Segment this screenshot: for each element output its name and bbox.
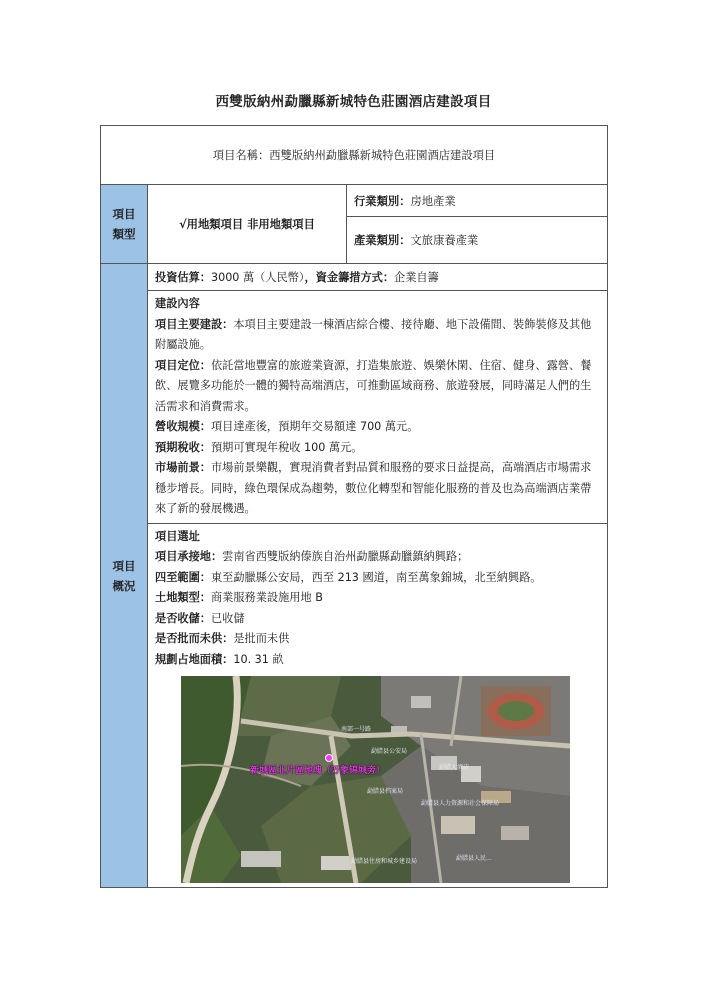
main-construction-text: 本項目主要建設一棟酒店綜合樓、接待廳、地下設備間、裝飾裝修及其他附屬設施。 [155,317,592,351]
storage-text: 已收儲 [210,611,245,625]
tax-label: 預期稅收： [155,440,211,454]
investment-separator: ， [304,271,316,284]
land-type-label: 土地類型： [155,591,211,604]
storage-label: 是否收儲： [155,611,211,625]
industry-label: 行業類別： [354,194,411,208]
market-text: 市場前景樂觀，實現消費者對品質和服務的要求日益提高，高端酒店市場需求穩步增長。同時，綠色環保成為趨勢，數位化轉型和智能化服務的普及也為高端酒店業帶來了新的發展機遇。 [155,461,592,515]
map-label-road: 南部一号路 [341,726,372,733]
funding-label: 資金籌措方式： [315,271,395,284]
area-label: 規劃占地面積： [155,652,234,666]
positioning-text: 依託當地豐富的旅遊業資源，打造集旅遊、娛樂休閑、住宿、健身、露營、餐飲、展覽多功能於一體的獨特高端酒店，可推動區域商務、旅遊發展，同時滿足人們的生活需求和消費需求。 [155,358,592,413]
construction-heading: 建設內容 [155,297,200,310]
investment-row [148,264,608,291]
sector-value: 文旅康養產業 [410,234,479,247]
map-label-housing-bureau: 勐腊县住房和城乡建设局 [351,858,418,865]
industry-value: 房地產業 [410,194,456,208]
market-label: 市場前景： [155,461,211,474]
map-label-people: 勐腊县人民... [456,855,492,862]
location-label: 項目承接地： [155,550,223,563]
satellite-map [181,676,570,883]
map-label-archives: 勐腊县档案局 [367,788,404,795]
positioning-label: 項目定位： [155,358,211,372]
project-type-label: 項目 類型 [101,185,148,264]
map-label-police: 勐腊县公安局 [371,748,408,755]
funding-value: 企業自籌 [394,271,439,284]
document-title: 西雙版納州勐臘縣新城特色莊園酒店建設項目 [215,94,492,110]
project-name: 項目名稱：西雙版納州勐臘縣新城特色莊園酒店建設項目 [101,126,608,185]
investment-label: 投資估算： [155,271,211,284]
industry-category [347,185,608,217]
main-construction-label: 項目主要建設： [155,317,234,331]
approved-label: 是否批而未供： [155,632,234,645]
project-type-value: √用地類項目 非用地類項目 [148,185,347,264]
approved-text: 是批而未供 [233,632,290,645]
overview-label: 項目 概況 [101,264,148,888]
land-type-text: 商業服務業設施用地 B [210,591,323,604]
revenue-text: 項目達產後，預期年交易額達 700 萬元。 [210,420,419,433]
site-section [148,523,608,888]
investment-value: 3000 萬（人民幣） [210,271,305,284]
project-table [100,125,608,888]
bounds-label: 四至範圍： [155,570,211,584]
sector-category [347,217,608,264]
map-label-hotel: 勐腊大酒店 [439,764,470,771]
location-text: 雲南省西雙版納傣族自治州勐臘縣勐臘鎮納興路； [222,550,469,563]
map-label-hr-bureau: 勐腊县人力资源和社会保障局 [421,800,500,807]
area-text: 10. 31 畝 [233,652,284,666]
construction-section [148,291,608,524]
bounds-text: 東至勐臘縣公安局，西至 213 國道，南至萬象錦城，北至納興路。 [210,570,542,584]
tax-text: 預期可實現年稅收 100 萬元。 [210,440,363,454]
site-heading: 項目選址 [155,529,200,543]
map-site-label: 新城區北片區地塊（万象锦城旁） [250,766,386,776]
sector-label: 產業類別： [354,234,411,247]
revenue-label: 營收規模： [155,420,211,433]
